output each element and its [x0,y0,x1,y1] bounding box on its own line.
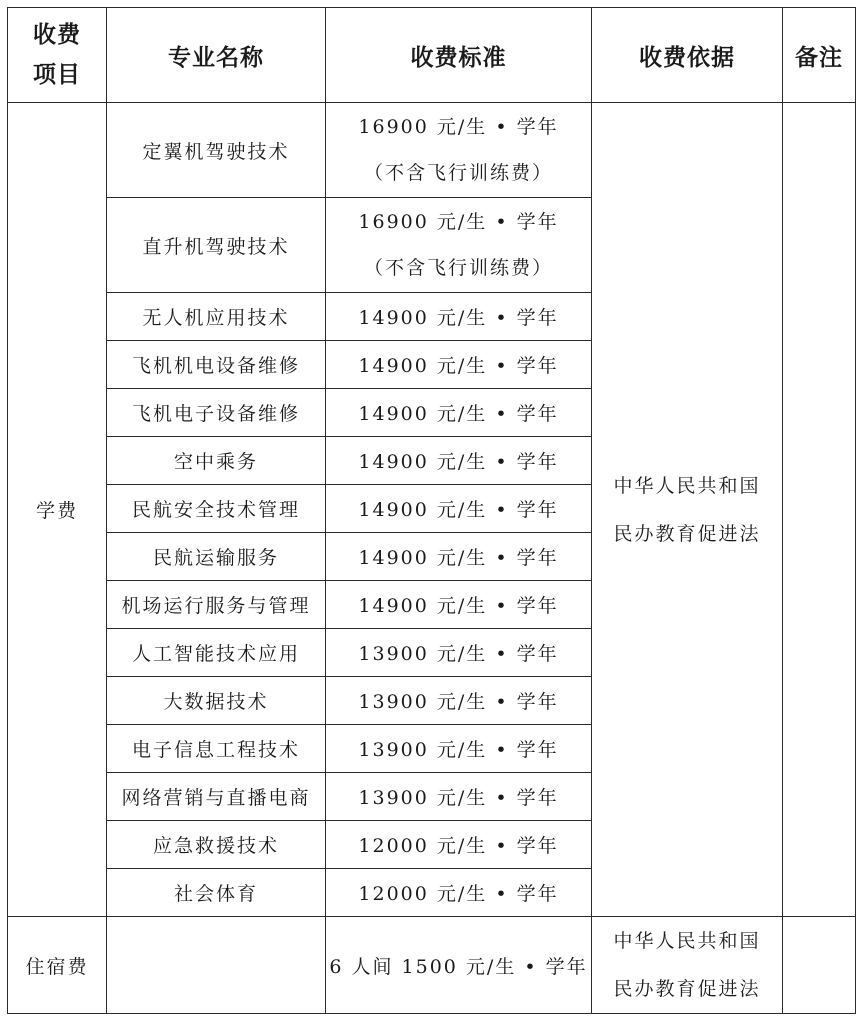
fee-value: 16900 元/生 • 学年 [358,116,559,138]
basis-line1: 中华人民共和国 [613,930,761,952]
header-major: 专业名称 [107,8,326,103]
dorm-fee: 6 人间 1500 元/生 • 学年 [326,917,592,1014]
fee-standard [326,198,592,293]
table-row-dorm [8,917,856,1014]
fee-value: 14900 元/生 • 学年 [326,485,592,533]
fee-value: 14900 元/生 • 学年 [326,437,592,485]
fee-value: 13900 元/生 • 学年 [326,629,592,677]
fee-value: 12000 元/生 • 学年 [326,821,592,869]
header-basis: 收费依据 [592,8,783,103]
basis-line2: 民办教育促进法 [613,978,761,1000]
header-standard: 收费标准 [326,8,592,103]
fee-value: 16900 元/生 • 学年 [358,211,559,233]
major-name: 飞机电子设备维修 [107,389,326,437]
major-name: 民航运输服务 [107,533,326,581]
fee-value: 14900 元/生 • 学年 [326,581,592,629]
fee-value: 13900 元/生 • 学年 [326,725,592,773]
fee-table [7,7,856,1014]
fee-value: 14900 元/生 • 学年 [326,389,592,437]
major-name: 定翼机驾驶技术 [107,103,326,198]
fee-value: 13900 元/生 • 学年 [326,773,592,821]
header-row [8,8,856,103]
major-name: 应急救援技术 [107,821,326,869]
remarks-tuition [783,103,856,917]
fee-note: （不含飞行训练费） [363,257,553,279]
basis-line1: 中华人民共和国 [613,474,761,497]
basis-tuition [592,103,783,917]
basis-dorm [592,917,783,1014]
fee-value: 13900 元/生 • 学年 [326,677,592,725]
header-item-line1: 收费 [33,22,81,48]
basis-line2: 民办教育促进法 [613,522,761,545]
major-name: 民航安全技术管理 [107,485,326,533]
major-name: 电子信息工程技术 [107,725,326,773]
major-name: 机场运行服务与管理 [107,581,326,629]
major-name: 无人机应用技术 [107,293,326,341]
category-dorm: 住宿费 [8,917,107,1014]
header-remarks: 备注 [783,8,856,103]
category-tuition: 学费 [8,103,107,917]
fee-value: 12000 元/生 • 学年 [326,869,592,917]
header-item [8,8,107,103]
fee-value: 14900 元/生 • 学年 [326,293,592,341]
major-name: 直升机驾驶技术 [107,198,326,293]
major-name: 大数据技术 [107,677,326,725]
fee-value: 14900 元/生 • 学年 [326,533,592,581]
dorm-major-empty [107,917,326,1014]
remarks-dorm [783,917,856,1014]
fee-note: （不含飞行训练费） [363,162,553,184]
major-name: 社会体育 [107,869,326,917]
fee-value: 14900 元/生 • 学年 [326,341,592,389]
header-item-line2: 项目 [33,62,81,88]
fee-standard [326,103,592,198]
major-name: 飞机机电设备维修 [107,341,326,389]
major-name: 空中乘务 [107,437,326,485]
table-row [8,103,856,198]
major-name: 人工智能技术应用 [107,629,326,677]
major-name: 网络营销与直播电商 [107,773,326,821]
